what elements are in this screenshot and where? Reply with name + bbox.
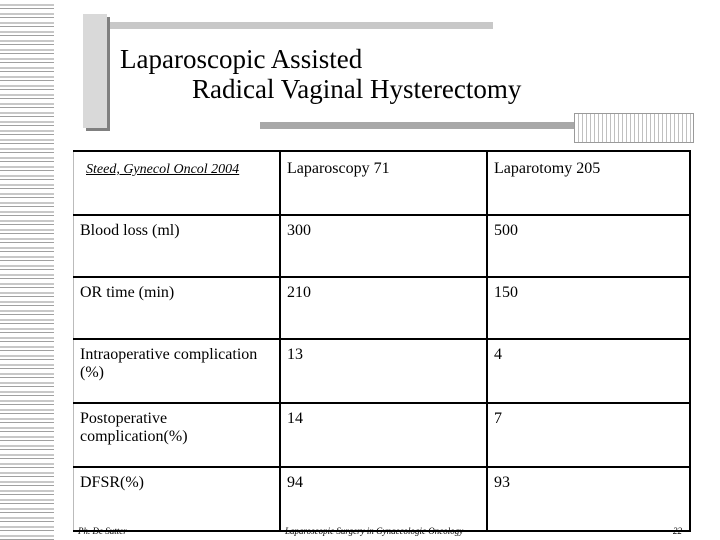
header-laparoscopy-cell: Laparoscopy 71 (280, 151, 487, 215)
laparotomy-value: 93 (487, 467, 690, 531)
title-line-2: Radical Vaginal Hysterectomy (192, 74, 522, 104)
table-row (74, 215, 691, 277)
table-header-row (74, 151, 691, 215)
row-label: OR time (min) (74, 277, 281, 339)
laparotomy-value: 7 (487, 403, 690, 467)
citation: Steed, Gynecol Oncol 2004 (86, 162, 240, 177)
row-label: DFSR(%) (74, 467, 281, 531)
row-label: Blood loss (ml) (74, 215, 281, 277)
table-row (74, 339, 691, 403)
title-corner-box (574, 113, 694, 143)
footer-page-number: 22 (673, 526, 682, 536)
laparoscopy-value: 300 (280, 215, 487, 277)
footer-author: Ph. De Sutter (78, 526, 127, 536)
left-decorative-stripes (0, 0, 62, 540)
laparotomy-value: 4 (487, 339, 690, 403)
table-row (74, 467, 691, 531)
laparotomy-value: 500 (487, 215, 690, 277)
title-top-bar (83, 22, 493, 29)
table-row (74, 277, 691, 339)
footer-course-title: Laparoscopic Surgery in Gynaecologic Oncology (285, 526, 464, 536)
title-line-1: Laparoscopic Assisted (120, 44, 363, 74)
laparoscopy-value: 13 (280, 339, 487, 403)
header-citation-cell (74, 151, 281, 215)
row-label: Postoperative complication(%) (74, 403, 281, 467)
header-laparotomy-cell: Laparotomy 205 (487, 151, 690, 215)
table-row (74, 403, 691, 467)
laparoscopy-value: 210 (280, 277, 487, 339)
title-vertical-bar (83, 14, 107, 128)
comparison-table (73, 150, 691, 532)
row-label: Intraoperative complication (%) (74, 339, 281, 403)
laparoscopy-value: 94 (280, 467, 487, 531)
slide-title (120, 44, 521, 104)
laparoscopy-value: 14 (280, 403, 487, 467)
laparotomy-value: 150 (487, 277, 690, 339)
